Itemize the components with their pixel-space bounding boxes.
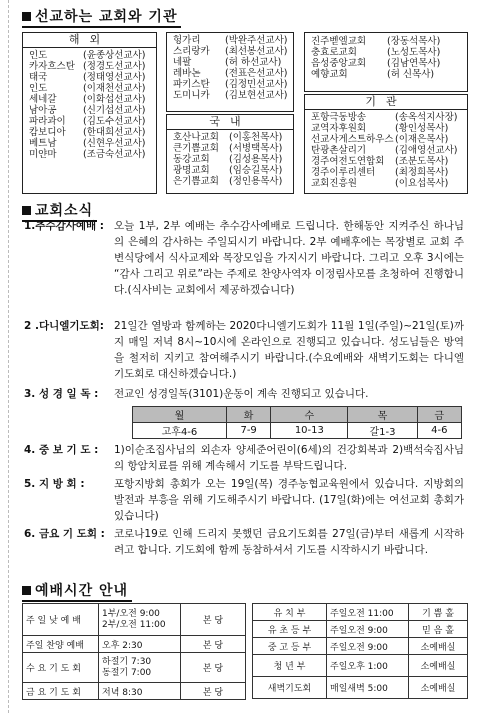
list-item — [173, 143, 289, 154]
list-item — [29, 50, 152, 61]
list-item — [173, 132, 289, 143]
list-item — [311, 145, 463, 156]
list-item — [311, 167, 463, 178]
list-item-name: 교회진흥원 — [311, 178, 357, 189]
list-item — [29, 83, 152, 94]
table-row: 청 년 부 주일오후 1:00 소예배실 — [253, 655, 468, 677]
missions-title: 선교하는 교회와 기관 — [22, 6, 177, 26]
list-item-detail: (이요섭목사) — [395, 178, 449, 189]
reading-day: 월 — [133, 407, 227, 423]
list-item-detail: (황인성목사) — [395, 123, 449, 134]
list-item-name: 캄보디아 — [29, 127, 66, 138]
overseas2-box — [166, 32, 294, 112]
list-item — [311, 123, 463, 134]
list-item — [29, 61, 152, 72]
list-item-detail: (김성용목사) — [229, 154, 283, 165]
list-item-detail: (신현우선교사) — [83, 138, 146, 149]
list-item-detail: (정태영선교사) — [83, 72, 146, 83]
table-row: 중 고 등 부 주일오전 9:00 소예배실 — [253, 638, 468, 655]
square-bullet-icon — [22, 206, 31, 215]
list-item-name: 예향교회 — [311, 69, 348, 80]
list-item-detail: (허 신목사) — [387, 69, 435, 80]
table-row: 유 초 등 부 주일오전 9:00 믿 음 홀 — [253, 621, 468, 638]
institutions-list — [305, 110, 467, 189]
list-item-detail: (전표은선교사) — [225, 68, 288, 79]
list-item-detail: (김애영선교사) — [395, 145, 458, 156]
list-item-detail: (김보현선교사) — [225, 90, 288, 101]
list-item — [173, 68, 289, 79]
list-item-detail: (이재은목사) — [395, 134, 449, 145]
list-item-name: 네팔 — [173, 57, 192, 68]
list-item-name: 은기쁨교회 — [173, 176, 219, 187]
list-item-detail: (김남연목사) — [387, 58, 441, 69]
list-item-detail: (김도수선교사) — [83, 116, 146, 127]
list-item-name: 인도 — [29, 50, 48, 61]
list-item-name: 카자흐스탄 — [29, 61, 75, 72]
news-title: 교회소식 — [22, 200, 93, 220]
list-item-name: 레바논 — [173, 68, 201, 79]
list-item-name: 선교사게스트하우스 — [311, 134, 394, 145]
square-bullet-icon — [22, 586, 31, 595]
list-item — [29, 72, 152, 83]
list-item-name: 큰기쁨교회 — [173, 143, 219, 154]
list-item-detail: (한대희선교사) — [83, 127, 146, 138]
list-item-name: 베트남 — [29, 138, 57, 149]
list-item — [29, 105, 152, 116]
worship-table-dept — [252, 603, 468, 699]
list-item — [311, 134, 463, 145]
list-item-detail: (노성도목사) — [387, 47, 441, 58]
news-item-bible-reading: 3. 성 경 일 독 : 전교인 성경일독(3101)운동이 계속 진행되고 있습니다. — [24, 388, 369, 400]
list-item-detail: (박완주선교사) — [225, 35, 288, 46]
list-item-name: 광명교회 — [173, 165, 210, 176]
table-row: 금 요 기 도 회 저녁 8:30 본 당 — [23, 683, 246, 700]
list-item-detail: (정경도선교사) — [83, 61, 146, 72]
list-item-name: 도미니카 — [173, 90, 210, 101]
institutions-header: 기관 — [305, 95, 467, 110]
list-item-detail: (최정희목사) — [395, 167, 449, 178]
list-item-detail: (서병택목사) — [229, 143, 283, 154]
reading-day: 금 — [417, 407, 461, 423]
list-item — [173, 90, 289, 101]
list-item — [311, 112, 463, 123]
list-item-name: 진주벧엘교회 — [311, 36, 367, 47]
news-item-district: 5. 지 방 회 : 포항지방회 총회가 오는 19일(목) 경주농협교육원에서 있습니다. 지방회의 발전과 부흥을 위해 기도해주시기 바랍니다. (17일(화)에는 여선교회 총회가 있습니다) — [24, 478, 464, 522]
list-item-detail: (김정민선교사) — [225, 79, 288, 90]
overseas-list — [23, 48, 156, 160]
list-item — [29, 149, 152, 160]
worship-title: 예배시간 안내 — [22, 580, 128, 600]
reading-day: 수 — [271, 407, 348, 423]
list-item — [173, 35, 289, 46]
list-item — [29, 94, 152, 105]
churches-box — [304, 32, 468, 92]
list-item — [311, 47, 463, 58]
list-item-name: 동강교회 — [173, 154, 210, 165]
list-item-name: 헝가리 — [173, 35, 201, 46]
list-item-detail: (정인용목사) — [229, 176, 283, 187]
list-item — [173, 79, 289, 90]
news-item-friday-prayer: 6. 금요 기 도회 : 코로나19로 인해 드리지 못했던 금요기도회를 27일(금)부터 새롭게 시작하려고 합니다. 기도회에 함께 동참하셔서 기도를 시작하시기 바랍니다. — [24, 528, 464, 556]
reading-range: 10-13 — [271, 423, 348, 439]
list-item-name: 스리랑카 — [173, 46, 210, 57]
table-row: 유 치 부 주일오전 11:00 기 쁨 홀 — [253, 604, 468, 621]
list-item-detail: (이재천선교사) — [83, 83, 146, 94]
list-item-name: 교역자후원회 — [311, 123, 367, 134]
list-item-detail: (임승길목사) — [229, 165, 283, 176]
institutions-box — [304, 94, 468, 194]
list-item-detail: (조분도목사) — [395, 156, 449, 167]
list-item — [173, 165, 289, 176]
reading-range: 7-9 — [226, 423, 270, 439]
reading-range: 갈1-3 — [348, 423, 417, 439]
list-item — [29, 138, 152, 149]
list-item — [311, 69, 463, 80]
table-row: 수 요 기 도 회 하절기 7:30 동절기 7:00 본 당 — [23, 653, 246, 683]
list-item-name: 충효로교회 — [311, 47, 357, 58]
list-item-detail: (장동석목사) — [387, 36, 441, 47]
list-item — [29, 127, 152, 138]
list-item-name: 탄광촌살리기 — [311, 145, 367, 156]
overseas2-list — [167, 33, 293, 101]
list-item-detail: (윤종상선교사) — [83, 50, 146, 61]
table-row: 주 일 낮 예 배 1부/오전 9:00 2부/오전 11:00 본 당 — [23, 604, 246, 636]
list-item-detail: (송옥석지사장) — [395, 112, 458, 123]
overseas-box — [22, 32, 157, 194]
list-item-name: 포항극동방송 — [311, 112, 367, 123]
overseas-header: 해외 — [23, 33, 156, 48]
list-item-name: 남아공 — [29, 105, 57, 116]
list-item — [311, 156, 463, 167]
news-item-thanksgiving: 1.추수감사예배 : 오늘 1부, 2부 예배는 추수감사예배로 드립니다. 한해동안 지켜주신 하나님의 은혜의 감사하는 주일되시기 바랍니다. 2부 예배후에는 목장별로 교회 주변식당에서 식사교제와 목장모임을 가지시기 바랍니다. 그리고 오후 3시에는 “감사 그리고 위로”라는 주제로 찬양사역자 이정림사모를 초청하여 진행합니다.(식사비는 교회에서 제공하겠습니다) — [24, 220, 464, 296]
list-item — [173, 154, 289, 165]
list-item — [311, 58, 463, 69]
reading-day: 화 — [226, 407, 270, 423]
list-item-name: 인도 — [29, 83, 48, 94]
reading-range: 4-6 — [417, 423, 461, 439]
square-bullet-icon — [22, 12, 31, 21]
list-item-name: 호산나교회 — [173, 132, 219, 143]
list-item-name: 미얀마 — [29, 149, 57, 160]
news-item-daniel-prayer: 2 .다니엘기도회: 21일간 열방과 함께하는 2020다니엘기도회가 11월 1일(주일)~21일(토)까지 매일 저녁 8시~10시에 온라인으로 진행되고 있습니다. 성도님들은 방역을 철저히 지키고 참여해주시기 바랍니다.(수요예배와 새벽기도회는 다니엘기도회로 대신하겠습니다.) — [24, 320, 464, 380]
list-item-name: 태국 — [29, 72, 48, 83]
domestic-box — [166, 114, 294, 194]
reading-range: 고후4-6 — [133, 423, 227, 439]
list-item — [29, 116, 152, 127]
list-item-name: 경주이루리센터 — [311, 167, 376, 178]
list-item-detail: (이홍천목사) — [229, 132, 283, 143]
table-row: 주일 찬양 예배 오후 2:30 본 당 — [23, 636, 246, 653]
reading-table — [132, 406, 462, 439]
margin-guide — [8, 0, 9, 713]
list-item-name: 파키스탄 — [173, 79, 210, 90]
list-item-name: 세네갈 — [29, 94, 57, 105]
list-item — [311, 178, 463, 189]
list-item-detail: (신기섭선교사) — [83, 105, 146, 116]
domestic-list — [167, 130, 293, 187]
list-item — [173, 57, 289, 68]
list-item — [311, 36, 463, 47]
reading-day: 목 — [348, 407, 417, 423]
list-item-detail: (최선봉선교사) — [225, 46, 288, 57]
list-item-name: 파라과이 — [29, 116, 66, 127]
worship-table-main — [22, 603, 246, 700]
list-item-detail: (허 하선교사) — [225, 57, 282, 68]
list-item — [173, 176, 289, 187]
list-item — [173, 46, 289, 57]
list-item-name: 음성중앙교회 — [311, 58, 367, 69]
domestic-header: 국내 — [167, 115, 293, 130]
list-item-detail: (조금숙선교사) — [83, 149, 146, 160]
list-item-name: 경주여전도연합회 — [311, 156, 385, 167]
list-item-detail: (이화섭선교사) — [83, 94, 146, 105]
news-item-intercession: 4. 중 보 기 도 : 1)이순조집사님의 외손자 양세준어린이(6세)의 건강회복과 2)백석숙집사님의 항암치료를 위해 계속해서 기도를 부탁드립니다. — [24, 444, 464, 472]
churches-list — [305, 33, 467, 80]
table-row: 새벽기도회 매일새벽 5:00 소예배실 — [253, 677, 468, 699]
